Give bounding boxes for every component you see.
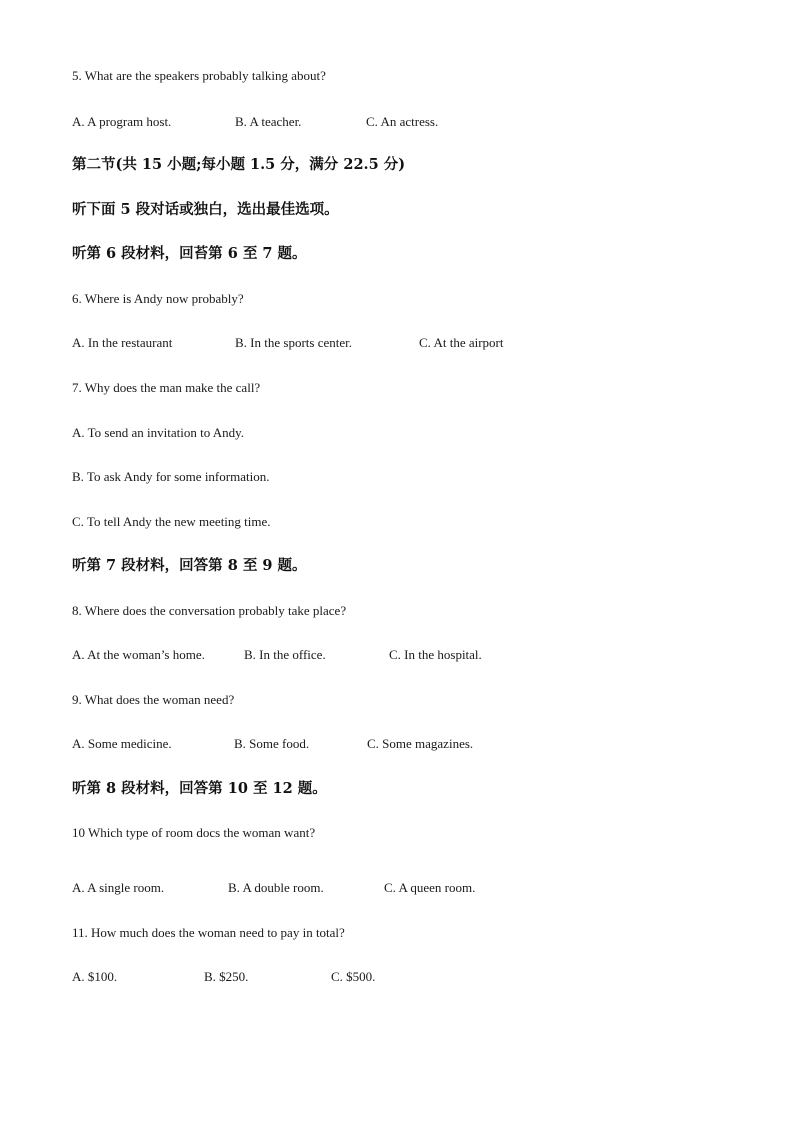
question-5-options bbox=[72, 114, 722, 130]
q9-option-c: C. Some magazines. bbox=[367, 736, 474, 751]
q11-option-c: C. $500. bbox=[331, 969, 376, 984]
q8-option-a: A. At the woman’s home. bbox=[72, 647, 205, 662]
q5-option-a: A. A program host. bbox=[72, 114, 172, 129]
question-10-text: 10 Which type of room docs the woman want? bbox=[72, 825, 316, 840]
passage-7-heading: 听第 7 段材料，回答第 8 至 9 题。 bbox=[72, 557, 307, 574]
q11-option-b: B. $250. bbox=[204, 969, 249, 984]
q6-option-b: B. In the sports center. bbox=[235, 335, 352, 350]
question-5-text: 5. What are the speakers probably talking about? bbox=[72, 68, 326, 83]
q6-option-a: A. In the restaurant bbox=[72, 335, 173, 350]
q10-option-a: A. A single room. bbox=[72, 880, 165, 895]
question-6-options bbox=[72, 335, 722, 351]
section-2-instruction: 听下面 5 段对话或独白，选出最佳选项。 bbox=[72, 201, 339, 218]
question-10-options bbox=[72, 880, 722, 896]
question-11-text: 11. How much does the woman need to pay in total? bbox=[72, 925, 345, 940]
question-9-text: 9. What does the woman need? bbox=[72, 692, 235, 707]
q7-option-c: C. To tell Andy the new meeting time. bbox=[72, 514, 271, 529]
question-9-options bbox=[72, 736, 722, 752]
question-8-options bbox=[72, 647, 722, 663]
q10-option-c: C. A queen room. bbox=[384, 880, 476, 895]
passage-6-heading: 听第 6 段材料，回苔第 6 至 7 题。 bbox=[72, 245, 307, 262]
q8-option-c: C. In the hospital. bbox=[389, 647, 482, 662]
q9-option-b: B. Some food. bbox=[234, 736, 310, 751]
q10-option-b: B. A double room. bbox=[228, 880, 324, 895]
q7-option-b: B. To ask Andy for some information. bbox=[72, 469, 270, 484]
q9-option-a: A. Some medicine. bbox=[72, 736, 172, 751]
q6-option-c: C. At the airport bbox=[419, 335, 504, 350]
q8-option-b: B. In the office. bbox=[244, 647, 326, 662]
question-6-text: 6. Where is Andy now probably? bbox=[72, 291, 244, 306]
q5-option-b: B. A teacher. bbox=[235, 114, 302, 129]
q5-option-c: C. An actress. bbox=[366, 114, 439, 129]
question-11-options bbox=[72, 969, 722, 985]
q11-option-a: A. $100. bbox=[72, 969, 118, 984]
q7-option-a: A. To send an invitation to Andy. bbox=[72, 425, 245, 440]
question-7-text: 7. Why does the man make the call? bbox=[72, 380, 261, 395]
passage-8-heading: 听第 8 段材料，回答第 10 至 12 题。 bbox=[72, 780, 327, 797]
section-2-title: 第二节(共 15 小题;每小题 1.5 分，满分 22.5 分) bbox=[72, 156, 406, 173]
question-8-text: 8. Where does the conversation probably take place? bbox=[72, 603, 347, 618]
